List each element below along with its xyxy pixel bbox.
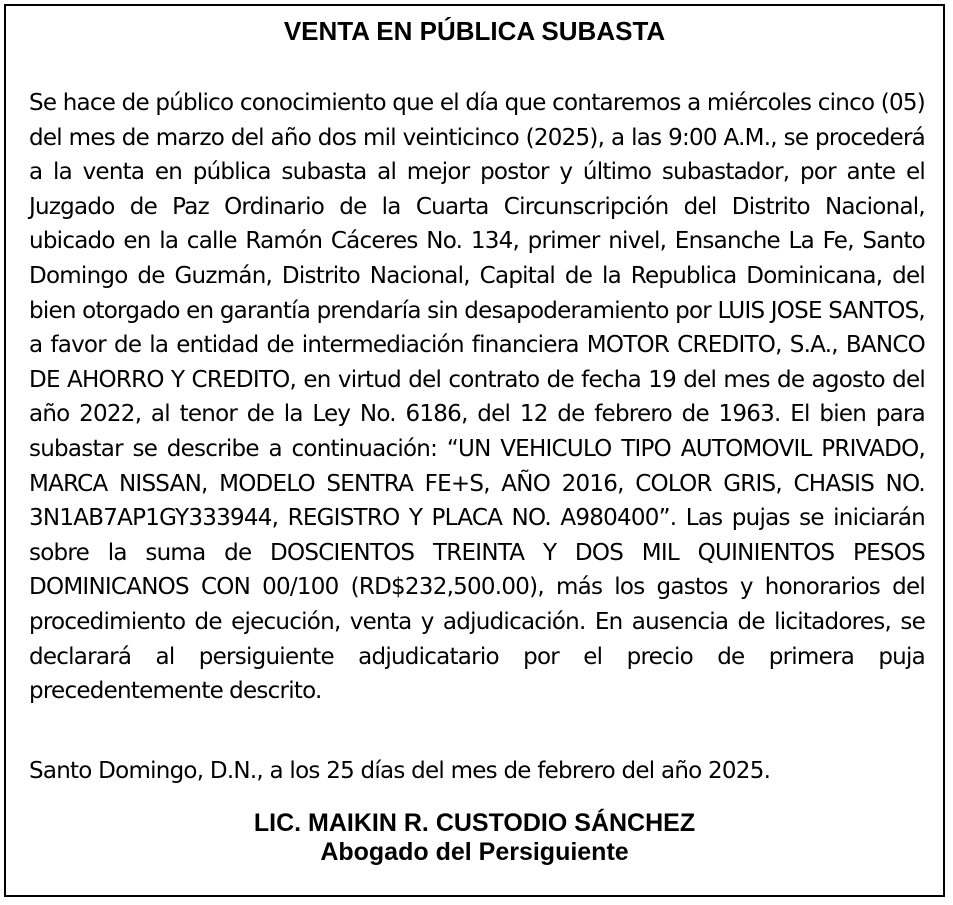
notice-place-date: Santo Domingo, D.N., a los 25 días del mes de febrero del año 2025.	[29, 758, 771, 784]
notice-title: VENTA EN PÚBLICA SUBASTA	[283, 16, 666, 46]
notice-body: Se hace de público conocimiento que el día que contaremos a miércoles cinco (05) del mes de marzo del año dos mil veinticinco (2025), a las 9:00 A.M., se procederá a la venta en pública subasta al mejor postor y último subastador, por ante el Juzgado de Paz Ordinario de la Cuarta Circunscripción del Distrito Nacional, ubicado en la calle Ramón Cáceres No. 134, primer nivel, Ensanche La Fe, Santo Domingo de Guzmán, Distrito Nacional, Capital de la Republica Dominicana, del bien otorgado en garantía prendaría sin desapoderamiento por LUIS JOSE SANTOS, a favor de la entidad de intermediación financiera MOTOR CREDITO, S.A., BANCO DE AHORRO Y CREDITO, en virtud del contrato de fecha 19 del mes de agosto del año 2022, al tenor de la Ley No. 6186, del 12 de febrero de 1963. El bien para subastar se describe a continuación: “UN VEHICULO TIPO AUTOMOVIL PRIVADO, MARCA NISSAN, MODELO SENTRA FE+S, AÑO 2016, COLOR GRIS, CHASIS NO. 3N1AB7AP1GY333944, REGISTRO Y PLACA NO. A980400”. Las pujas se iniciarán sobre la suma de DOSCIENTOS TREINTA Y DOS MIL QUINIENTOS PESOS DOMINICANOS CON 00/100 (RD$232,500.00), más los gastos y honorarios del procedimiento de ejecución, venta y adjudicación. En ausencia de licitadores, se declarará al persiguiente adjudicatario por el precio de primera puja precedentemente descrito.	[29, 90, 925, 705]
signer-name: LIC. MAIKIN R. CUSTODIO SÁNCHEZ	[253, 809, 696, 837]
signer-role: Abogado del Persiguiente	[320, 838, 629, 866]
legal-notice	[4, 4, 945, 897]
